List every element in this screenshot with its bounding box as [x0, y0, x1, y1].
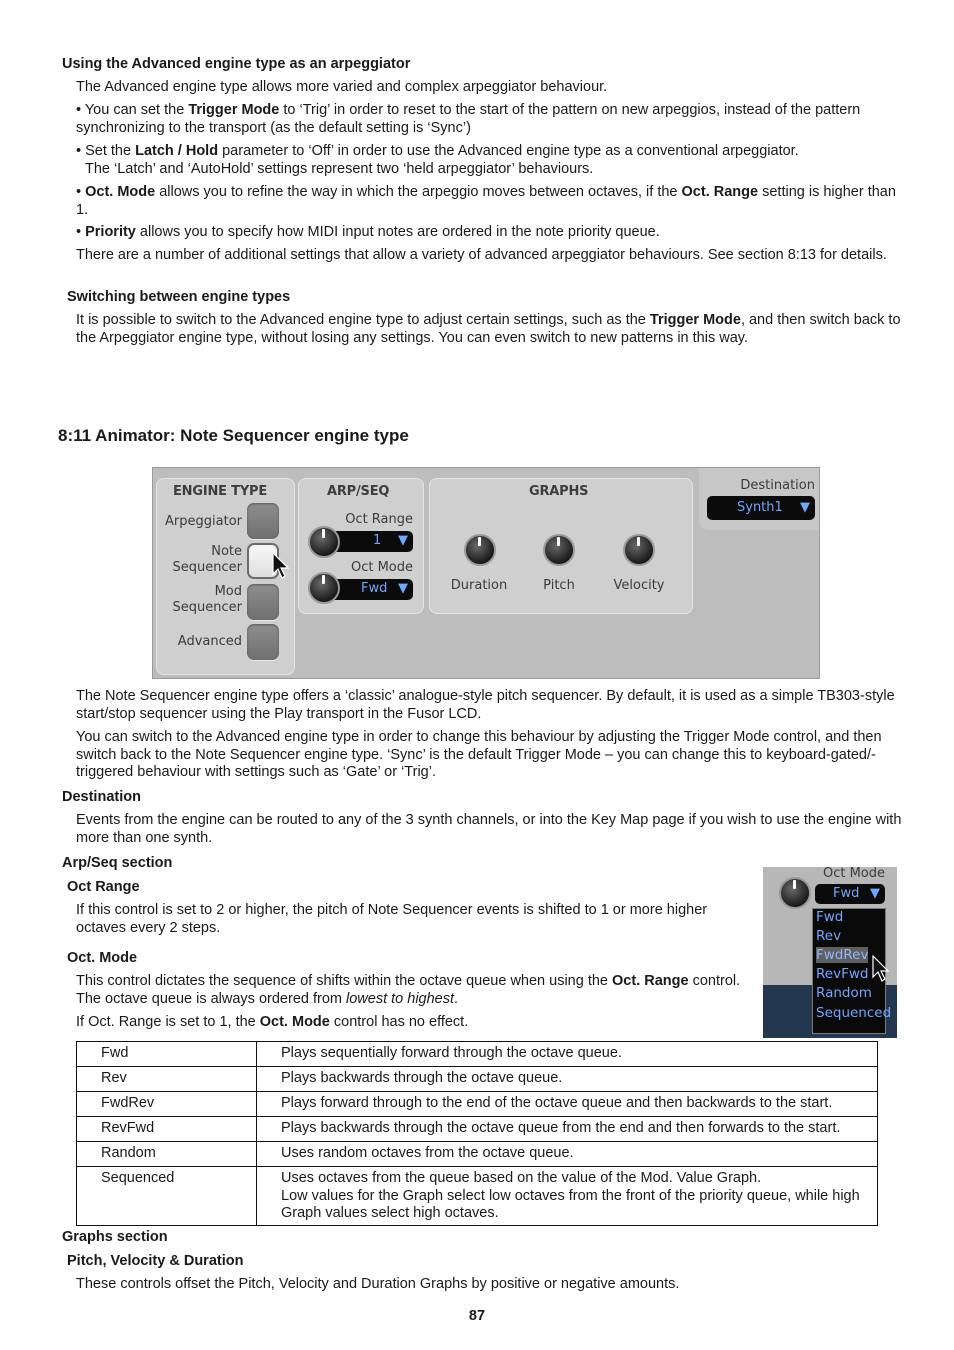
- oct-mode-table: [76, 1041, 878, 1226]
- menu-item-fwd[interactable]: Fwd: [816, 909, 844, 925]
- mouse-cursor-icon: [271, 552, 289, 580]
- oct-mode-heading: Oct. Mode: [67, 950, 138, 966]
- chevron-down-icon: ▼: [398, 581, 408, 596]
- bullet-trigger-mode: • You can set the Trigger Mode to ‘Trig’ in order to reset to the start of the pattern on new arpeggios, instead of the pattern synchronizing to the transport (as the default setting is ‘Sync’): [76, 102, 861, 136]
- table-key: FwdRev: [77, 1092, 257, 1117]
- table-key: Random: [77, 1142, 257, 1167]
- bullet-priority: • Priority allows you to specify how MIDI input notes are ordered in the note priority queue.: [76, 224, 660, 240]
- destination-dropdown[interactable]: [707, 496, 815, 520]
- advanced-heading: Using the Advanced engine type as an arpeggiator: [62, 56, 411, 72]
- chevron-down-icon: ▼: [870, 886, 880, 901]
- graphs-text: These controls offset the Pitch, Velocity and Duration Graphs by positive or negative amounts.: [76, 1276, 680, 1292]
- bullet-latch-hold: • Set the Latch / Hold parameter to ‘Off’ in order to use the Advanced engine type as a conventional arpeggiator. The ‘Latch’ and ‘AutoHold’ settings represent two ‘held arpeggiator’ behaviours.: [76, 143, 799, 177]
- intro-paragraph-2: You can switch to the Advanced engine type in order to change this behaviour by adjusting the Trigger Mode control, and then switch back to the Note Sequencer engine type. ‘Sync’ is the default Trigger Mode – you can change this to keyboard-gated/-triggered behaviour with settings such as ‘Gate’ or ‘Trig’.: [76, 729, 882, 780]
- inset-oct-mode-label: Oct Mode: [822, 867, 885, 881]
- mouse-cursor-icon: [871, 955, 889, 983]
- destination-value: Synth1: [737, 500, 783, 515]
- table-value: [257, 1167, 878, 1226]
- oct-range-value: 1: [373, 533, 382, 548]
- destination-text: Events from the engine can be routed to any of the 3 synth channels, or into the Key Map page if you wish to use the engine with more than one synth.: [76, 812, 902, 846]
- arpseq-heading: Arp/Seq section: [62, 855, 173, 871]
- menu-item-rev[interactable]: Rev: [816, 928, 842, 944]
- menu-item-fwdrev[interactable]: FwdRev: [816, 947, 869, 963]
- advanced-intro: The Advanced engine type allows more varied and complex arpeggiator behaviour.: [76, 79, 608, 95]
- oct-mode-knob[interactable]: [308, 572, 340, 604]
- menu-item-random[interactable]: Random: [816, 985, 872, 1001]
- arpseq-label: ARP/SEQ: [327, 484, 390, 499]
- section-title: 8:11 Animator: Note Sequencer engine type: [58, 426, 409, 445]
- table-key: Rev: [77, 1067, 257, 1092]
- table-key: Fwd: [77, 1042, 257, 1067]
- inset-oct-mode-dropdown[interactable]: [815, 884, 885, 904]
- table-value: Plays forward through to the end of the octave queue and then backwards to the start.: [257, 1092, 878, 1117]
- page-number: 87: [468, 1308, 486, 1324]
- oct-range-heading: Oct Range: [67, 879, 140, 895]
- table-key: Sequenced: [77, 1167, 257, 1226]
- bullet-oct-mode: • Oct. Mode allows you to refine the way in which the arpeggio moves between octaves, if the Oct. Range setting is higher than 1.: [76, 184, 896, 218]
- chevron-down-icon: ▼: [398, 533, 408, 548]
- oct-mode-text: This control dictates the sequence of shifts within the octave queue when using the Oct. Range control. The octave queue is always ordered from lowest to highest.: [76, 973, 741, 1007]
- graphs-heading: Graphs section: [62, 1229, 168, 1245]
- chevron-down-icon: ▼: [800, 500, 810, 515]
- destination-heading: Destination: [62, 789, 141, 805]
- graphs-label: GRAPHS: [529, 484, 589, 499]
- inset-oct-mode-knob[interactable]: [779, 877, 811, 909]
- engine-label-advanced: Advanced: [177, 634, 242, 649]
- duration-label: Duration: [450, 578, 508, 593]
- engine-button-mod-sequencer[interactable]: [247, 584, 279, 620]
- menu-item-revfwd[interactable]: RevFwd: [816, 966, 869, 982]
- pitch-label: Pitch: [543, 578, 575, 593]
- velocity-knob[interactable]: [623, 534, 655, 566]
- oct-range-text: If this control is set to 2 or higher, the pitch of Note Sequencer events is shifted to 1 or more higher octaves every 2 steps.: [76, 902, 708, 936]
- table-key: RevFwd: [77, 1117, 257, 1142]
- engine-label-mod-sequencer: Mod Sequencer: [172, 584, 242, 615]
- engine-label-arpeggiator: Arpeggiator: [165, 514, 242, 529]
- sequenced-line-1: Uses octaves from the queue based on the value of the Mod. Value Graph.: [281, 1170, 762, 1186]
- engine-button-advanced[interactable]: [247, 624, 279, 660]
- switching-heading: Switching between engine types: [67, 289, 291, 305]
- animator-panel: [152, 467, 820, 679]
- sequenced-line-2: Low values for the Graph select low octaves from the front of the priority queue, while high Graph values select high octaves.: [281, 1187, 860, 1221]
- oct-mode-menu-screenshot: [763, 867, 897, 1038]
- table-value: Plays backwards through the octave queue from the end and then forwards to the start.: [257, 1117, 878, 1142]
- oct-mode-value: Fwd: [361, 581, 388, 596]
- oct-mode-label: Oct Mode: [350, 560, 413, 575]
- engine-button-arpeggiator[interactable]: [247, 503, 279, 539]
- table-row: [77, 1142, 878, 1167]
- destination-label: Destination: [740, 478, 815, 493]
- table-row: [77, 1092, 878, 1117]
- pitch-knob[interactable]: [543, 534, 575, 566]
- table-row: [77, 1167, 878, 1226]
- duration-knob[interactable]: [464, 534, 496, 566]
- table-value: Uses random octaves from the octave queue.: [257, 1142, 878, 1167]
- oct-range-knob[interactable]: [308, 526, 340, 558]
- table-row: [77, 1117, 878, 1142]
- menu-item-sequenced[interactable]: Sequenced: [816, 1005, 892, 1021]
- intro-paragraph-1: The Note Sequencer engine type offers a ‘classic’ analogue-style pitch sequencer. By default, it is used as a simple TB303-style start/stop sequencer using the Play transport in the Fusor LCD.: [76, 688, 895, 722]
- inset-oct-mode-value: Fwd: [833, 886, 860, 901]
- oct-mode-note: If Oct. Range is set to 1, the Oct. Mode control has no effect.: [76, 1014, 469, 1030]
- table-row: [77, 1042, 878, 1067]
- engine-type-label: ENGINE TYPE: [173, 484, 268, 499]
- velocity-label: Velocity: [613, 578, 665, 593]
- table-value: Plays sequentially forward through the octave queue.: [257, 1042, 878, 1067]
- table-row: [77, 1067, 878, 1092]
- switching-text: It is possible to switch to the Advanced engine type to adjust certain settings, such as the Trigger Mode, and then switch back to the Arpeggiator engine type, without losing any settings. You can even switch to new patterns in this way.: [76, 312, 901, 346]
- engine-label-note-sequencer: Note Sequencer: [172, 544, 242, 575]
- advanced-more: There are a number of additional settings that allow a variety of advanced arpeggiator behaviours. See section 8:13 for details.: [76, 247, 887, 263]
- table-value: Plays backwards through the octave queue.: [257, 1067, 878, 1092]
- oct-range-label: Oct Range: [345, 512, 413, 527]
- graphs-subheading: Pitch, Velocity & Duration: [67, 1253, 244, 1269]
